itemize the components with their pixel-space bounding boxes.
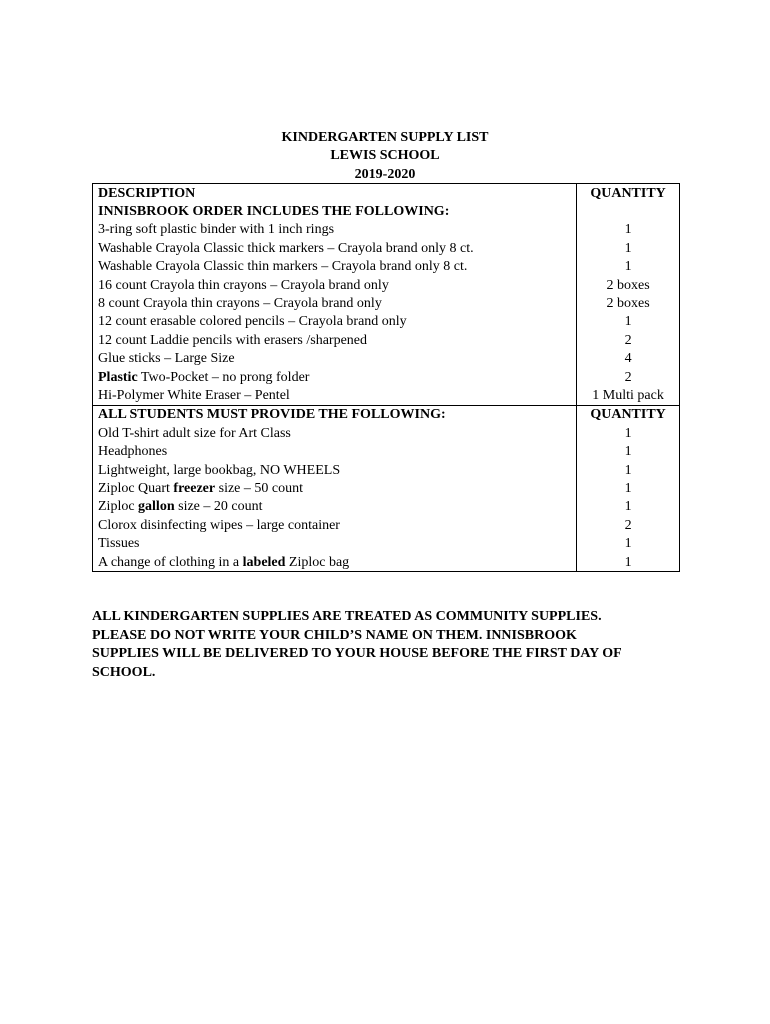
innisbrook-section-row	[93, 202, 680, 220]
item-description: Clorox disinfecting wipes – large container	[93, 516, 577, 534]
item-description	[93, 553, 577, 572]
document-title: KINDERGARTEN SUPPLY LIST	[281, 130, 489, 145]
item-quantity: 1	[577, 498, 680, 516]
item-description: Lightweight, large bookbag, NO WHEELS	[93, 461, 577, 479]
item-quantity: 1	[577, 258, 680, 276]
table-row	[93, 386, 680, 405]
item-description: Washable Crayola Classic thick markers – Crayola brand only 8 ct.	[93, 239, 577, 257]
item-quantity: 2 boxes	[577, 294, 680, 312]
table-row	[93, 313, 680, 331]
table-row	[93, 276, 680, 294]
notice-line: ALL KINDERGARTEN SUPPLIES ARE TREATED AS COMMUNITY SUPPLIES.	[92, 609, 602, 624]
item-quantity: 1	[577, 313, 680, 331]
table-row	[93, 258, 680, 276]
table-row	[93, 368, 680, 386]
table-row	[93, 534, 680, 552]
item-quantity: 2	[577, 368, 680, 386]
item-description: Headphones	[93, 442, 577, 460]
item-description: Washable Crayola Classic thin markers – Crayola brand only 8 ct.	[93, 258, 577, 276]
table-row	[93, 516, 680, 534]
item-quantity: 2	[577, 516, 680, 534]
item-description-bold: Plastic	[98, 369, 138, 385]
table-row	[93, 498, 680, 516]
item-description: 3-ring soft plastic binder with 1 inch rings	[93, 221, 577, 239]
item-quantity: 1	[577, 461, 680, 479]
notice-line: SCHOOL.	[92, 664, 156, 680]
item-description-bold: gallon	[138, 499, 175, 515]
quantity-header: QUANTITY	[577, 184, 680, 203]
table-row	[93, 350, 680, 368]
item-quantity: 1	[577, 442, 680, 460]
item-description-pre: A change of clothing in a	[98, 554, 243, 570]
school-name: LEWIS SCHOOL	[330, 148, 440, 164]
table-row	[93, 294, 680, 312]
notice-line: PLEASE DO NOT WRITE YOUR CHILD’S NAME ON THEM. INNISBROOK	[92, 627, 577, 643]
item-description: Tissues	[93, 534, 577, 552]
item-description-rest: Two-Pocket – no prong folder	[137, 369, 310, 385]
table-row	[93, 221, 680, 239]
item-description	[93, 479, 577, 497]
students-quantity-header: QUANTITY	[577, 405, 680, 424]
item-quantity: 1	[577, 534, 680, 552]
innisbrook-section-header: INNISBROOK ORDER INCLUDES THE FOLLOWING:	[93, 202, 577, 220]
item-quantity: 2	[577, 331, 680, 349]
item-description	[93, 498, 577, 516]
item-description: Hi-Polymer White Eraser – Pentel	[93, 386, 577, 405]
item-description-pre: Ziploc Quart	[98, 480, 174, 496]
table-header-row	[93, 184, 680, 203]
supply-table	[92, 183, 680, 572]
item-description: 12 count Laddie pencils with erasers /sharpened	[93, 331, 577, 349]
item-description-post: size – 50 count	[215, 480, 303, 496]
item-quantity: 1	[577, 239, 680, 257]
students-section-row	[93, 405, 680, 424]
item-description-pre: Ziploc	[98, 499, 139, 515]
item-description-post: Ziploc bag	[285, 554, 350, 570]
item-description-bold: freezer	[173, 480, 216, 496]
item-quantity: 1	[577, 424, 680, 442]
item-quantity: 1	[577, 221, 680, 239]
school-year: 2019-2020	[354, 166, 416, 182]
item-quantity: 1	[577, 553, 680, 572]
item-quantity: 1 Multi pack	[577, 386, 680, 405]
innisbrook-section-quantity	[577, 202, 680, 220]
item-description-bold: labeled	[242, 554, 286, 570]
notice-line: SUPPLIES WILL BE DELIVERED TO YOUR HOUSE BEFORE THE FIRST DAY OF	[92, 646, 622, 661]
document-header	[0, 129, 770, 184]
table-row	[93, 331, 680, 349]
table-row	[93, 442, 680, 460]
item-description: 16 count Crayola thin crayons – Crayola brand only	[93, 276, 577, 294]
item-quantity: 4	[577, 350, 680, 368]
item-quantity: 2 boxes	[577, 276, 680, 294]
table-row	[93, 553, 680, 572]
item-description-post: size – 20 count	[174, 499, 263, 515]
students-section-header: ALL STUDENTS MUST PROVIDE THE FOLLOWING:	[93, 405, 577, 424]
table-row	[93, 461, 680, 479]
table-row	[93, 239, 680, 257]
item-description	[93, 368, 577, 386]
description-header: DESCRIPTION	[93, 184, 577, 203]
table-row	[93, 479, 680, 497]
item-description: Glue sticks – Large Size	[93, 350, 577, 368]
item-quantity: 1	[577, 479, 680, 497]
item-description: Old T-shirt adult size for Art Class	[93, 424, 577, 442]
table-row	[93, 424, 680, 442]
community-supplies-notice	[92, 608, 682, 682]
item-description: 8 count Crayola thin crayons – Crayola brand only	[93, 294, 577, 312]
item-description: 12 count erasable colored pencils – Crayola brand only	[93, 313, 577, 331]
